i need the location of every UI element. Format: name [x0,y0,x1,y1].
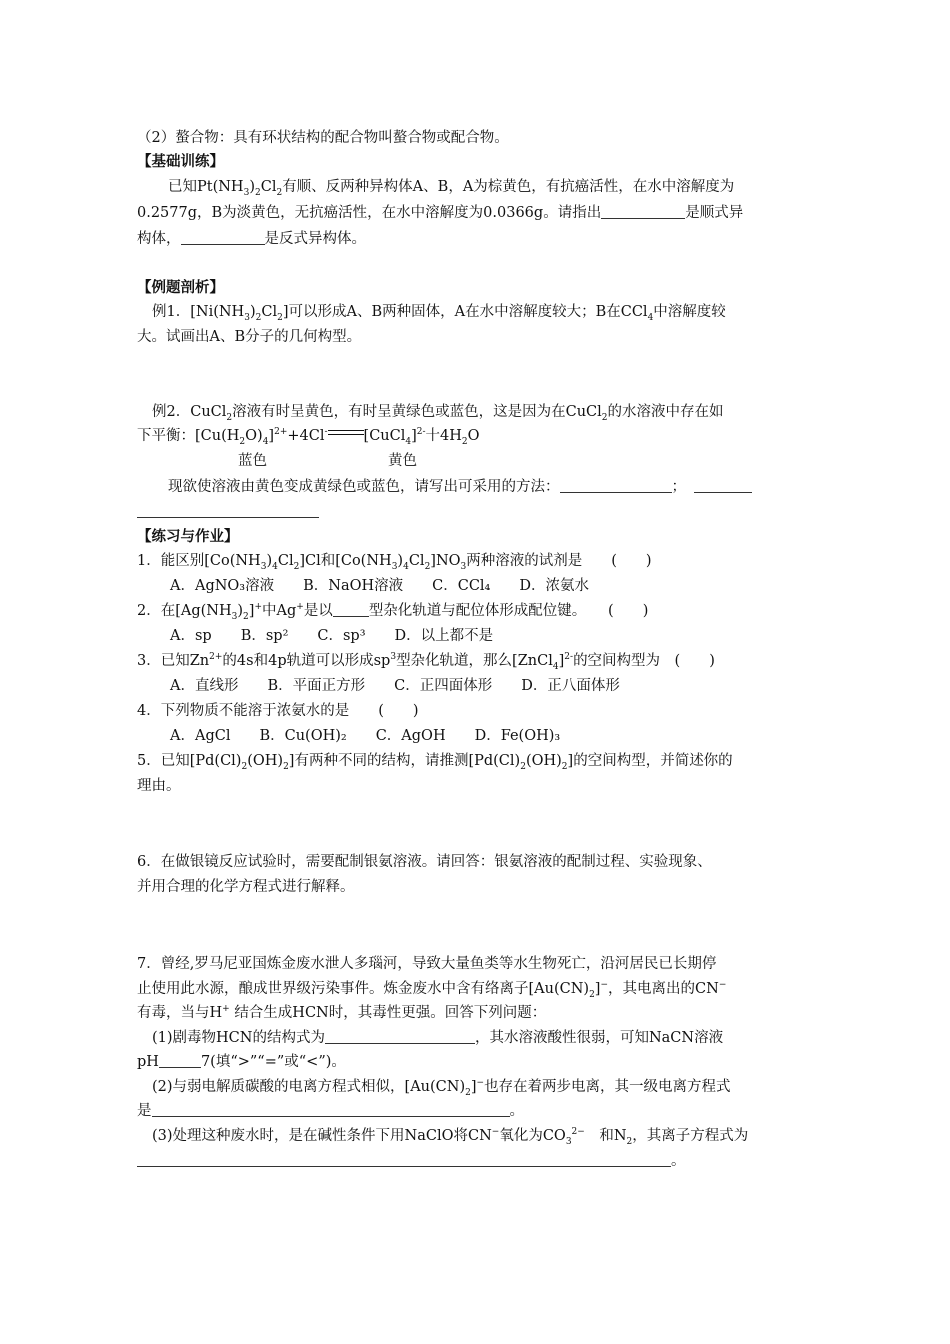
label-blue: 蓝色 [238,453,267,469]
basic-line-1: 已知$Pt(NH_3)_2Cl_2$有顺、反两种异构体A、B，A为棕黄色，有抗癌活性，在水中溶解度为 [168,179,735,198]
question-5-line-2: 理由。 [137,778,181,794]
question-7-part-1-ph: pH 7(填“>”“=”或“<”)。 [137,1054,346,1070]
practice-heading: 【练习与作业】 [137,528,239,545]
question-1: 1．能区别$[Co(NH_3)_4Cl_2]Cl$和$[Co(NH_3)_4Cl_2]NO_3$两种溶液的试剂是 ( ) [137,553,652,572]
example-heading: 【例题剖析】 [137,279,224,296]
question-4-options: A．AgCl B．Cu(OH)₂ C．AgOH D．Fe(OH)₃ [170,728,561,744]
question-6-line-1: 6．在做银镜反应试验时，需要配制银氨溶液。请回答：银氨溶液的配制过程、实验现象、 [137,854,712,870]
method-blank-2[interactable] [694,478,752,493]
example1-line-1: 例1．$[Ni(NH_3)_2Cl_2]$可以形成A、B两种固体，A在水中溶解度较大；B在CCl$_4$中溶解度较 [152,304,726,323]
method-blank-1[interactable] [560,478,672,493]
example2-equilibrium: 下平衡：$[Cu(H_2O)_4]^{2+}+4Cl^-$ [CuCl$_4$]$^{2-}$十$4H_2O$ [137,427,480,447]
basic-line-3: 构体， 是反式异构体。 [137,231,366,247]
question-3-options: A．直线形 B．平面正方形 C．正四面体形 D．正八面体形 [170,678,620,694]
ph-blank[interactable] [159,1053,201,1068]
hybrid-blank[interactable] [333,602,369,617]
question-2: 2．在$[Ag(NH_3)_2]^+$中Ag+是以 型杂化轨道与配位体形成配位键。 ( ) [137,602,649,622]
question-7-part-2: (2)与弱电解质碳酸的电离方程式相似，$[Au(CN)_2]^-$也存在着两步电离，其一级电离方程式 [152,1078,731,1098]
question-3: 3．已知$Zn^{2+}$的4s和4p轨道可以形成$sp^3$型杂化轨道，那么[ZnCl$_4$]$^{2-}$的空间构型为 ( ) [137,652,715,672]
question-2-options: A．sp B．sp² C．sp³ D．以上都不是 [170,628,494,644]
ionic-equation-blank[interactable] [137,1152,671,1167]
hcn-structure-blank[interactable] [325,1029,475,1044]
basic-training-heading: 【基础训练】 [137,153,224,170]
method-blank-2-cont[interactable] [137,502,319,522]
chelate-definition: （2）螯合物：具有环状结构的配合物叫螯合物或配合物。 [137,130,509,146]
question-7-part-3: (3)处理这种废水时，是在碱性条件下用NaClO将CN−氧化为$CO_3^{2-}$ 和$N_2$，其离子方程式为 [152,1127,749,1147]
basic-line-2: 0.2577g，B为淡黄色，无抗癌活性，在水中溶解度为0.0366g。请指出 是顺式异 [137,205,744,221]
question-7-part-1: (1)剧毒物HCN的结构式为 ，其水溶液酸性很弱，可知NaCN溶液 [152,1030,724,1046]
question-7-line-2: 止使用此水源，酿成世界级污染事件。炼金废水中含有络离子$[Au(CN)_2]^-$，其电离出的CN− [137,980,727,1000]
question-7-line-1: 7．曾经,罗马尼亚国炼金废水泄人多瑙河，导致大量鱼类等水生物死亡，沿河居民已长期停 [137,956,717,972]
equilibrium-arrow-icon [328,428,364,438]
label-yellow: 黄色 [388,453,417,469]
question-4: 4．下列物质不能溶于浓氨水的是 ( ) [137,703,419,719]
question-5: 5．已知$[Pd(Cl)_2(OH)_2]$有两种不同的结构，请推测$[Pd(Cl)_2(OH)_2]$的空间构型，并简述你的 [137,753,733,772]
example2-question: 现欲使溶液由黄色变成黄绿色或蓝色，请写出可采用的方法： ； [168,477,752,497]
example1-line-2: 大。试画出A、B分子的几何构型。 [137,329,362,345]
trans-answer-blank[interactable] [181,230,265,245]
question-7-line-3: 有毒，当与H+ 结合生成HCN时，其毒性更强。回答下列问题： [137,1004,547,1021]
question-6-line-2: 并用合理的化学方程式进行解释。 [137,879,355,895]
question-7-part-2-answer: 是 。 [137,1103,524,1119]
question-1-options: A．AgNO₃溶液 B．NaOH溶液 C．CCl₄ D．浓氨水 [170,578,589,594]
question-7-part-3-answer: 。 [137,1151,686,1171]
ionization-equation-blank[interactable] [152,1102,510,1117]
cis-answer-blank[interactable] [601,204,685,219]
example2-line-1: 例2．CuCl$_2$溶液有时呈黄色，有时呈黄绿色或蓝色，这是因为在CuCl$_2$的水溶液中存在如 [152,404,724,423]
